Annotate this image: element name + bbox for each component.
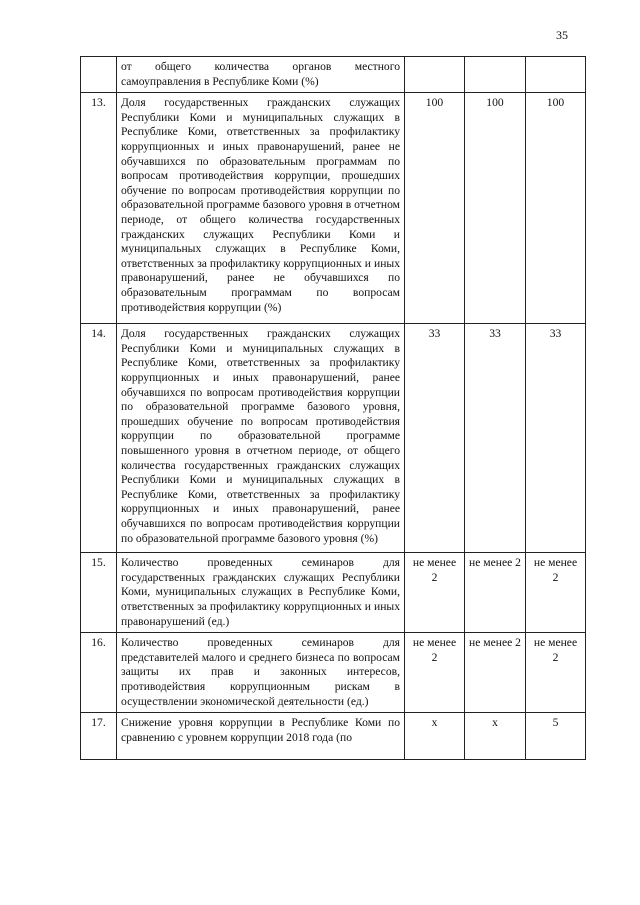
- indicator-description: от общего количества органов местного самоуправления в Республике Коми (%): [117, 57, 405, 93]
- table-row: [81, 93, 586, 324]
- row-number: 17.: [81, 713, 117, 760]
- page-number: 35: [556, 28, 568, 42]
- value-year-2: х: [465, 713, 526, 760]
- value-year-1: не менее 2: [405, 633, 465, 713]
- table-row: [81, 553, 586, 633]
- indicator-description: Количество проведенных семинаров для государственных гражданских служащих Республики Коми, муниципальных служащих в Республике Коми, ответственных за профилактику коррупционных и иных правонарушений (ед.): [117, 553, 405, 633]
- value-year-3: 5: [526, 713, 586, 760]
- indicators-table: [80, 56, 586, 760]
- table-row: [81, 633, 586, 713]
- value-year-1: [405, 57, 465, 93]
- indicator-description: Доля государственных гражданских служащих Республики Коми и муниципальных служащих в Республике Коми, ответственных за профилактику коррупционных и иных правонарушений, ранее не обучавшихся по образовательным программам по вопросам противодействия коррупции, прошедших обучение по вопросам противодействия коррупции по образовательной программе базового уровня в отчетном периоде, от общего количества государственных гражданских служащих Республики Коми и муниципальных служащих в Республике Коми, ответственных за профилактику коррупционных и иных правонарушений, ранее не обучавшихся по образовательным программам по вопросам противодействия коррупции (%): [117, 93, 405, 324]
- value-year-2: не менее 2: [465, 633, 526, 713]
- value-year-3: [526, 57, 586, 93]
- value-year-2: [465, 57, 526, 93]
- row-number: 14.: [81, 324, 117, 553]
- value-year-2: 100: [465, 93, 526, 324]
- value-year-3: 33: [526, 324, 586, 553]
- value-year-1: не менее 2: [405, 553, 465, 633]
- indicator-description: Снижение уровня коррупции в Республике Коми по сравнению с уровнем коррупции 2018 года (по: [117, 713, 405, 760]
- value-year-3: не менее 2: [526, 633, 586, 713]
- value-year-3: 100: [526, 93, 586, 324]
- indicator-description: Доля государственных гражданских служащих Республики Коми и муниципальных служащих в Республике Коми, ответственных за профилактику коррупционных и иных правонарушений, ранее обучавшихся по вопросам противодействия коррупции по образовательной программе базового уровня, прошедших обучение по вопросам противодействия коррупции по образовательной программе повышенного уровня в отчетном периоде, от общего количества государственных гражданских служащих Республики Коми и муниципальных служащих в Республике Коми, ответственных за профилактику коррупционных и иных правонарушений, ранее обучавшихся по вопросам противодействия коррупции по образовательной программе базового уровня (%): [117, 324, 405, 553]
- row-number: 15.: [81, 553, 117, 633]
- row-number: 16.: [81, 633, 117, 713]
- table-row: [81, 324, 586, 553]
- table-row: [81, 57, 586, 93]
- value-year-1: х: [405, 713, 465, 760]
- value-year-1: 33: [405, 324, 465, 553]
- value-year-1: 100: [405, 93, 465, 324]
- row-number: 13.: [81, 93, 117, 324]
- table-row: [81, 713, 586, 760]
- value-year-2: не менее 2: [465, 553, 526, 633]
- row-number: [81, 57, 117, 93]
- indicator-description: Количество проведенных семинаров для представителей малого и среднего бизнеса по вопросам защиты их прав и законных интересов, противодействия коррупционным рискам в осуществлении экономической деятельности (ед.): [117, 633, 405, 713]
- value-year-3: не менее 2: [526, 553, 586, 633]
- value-year-2: 33: [465, 324, 526, 553]
